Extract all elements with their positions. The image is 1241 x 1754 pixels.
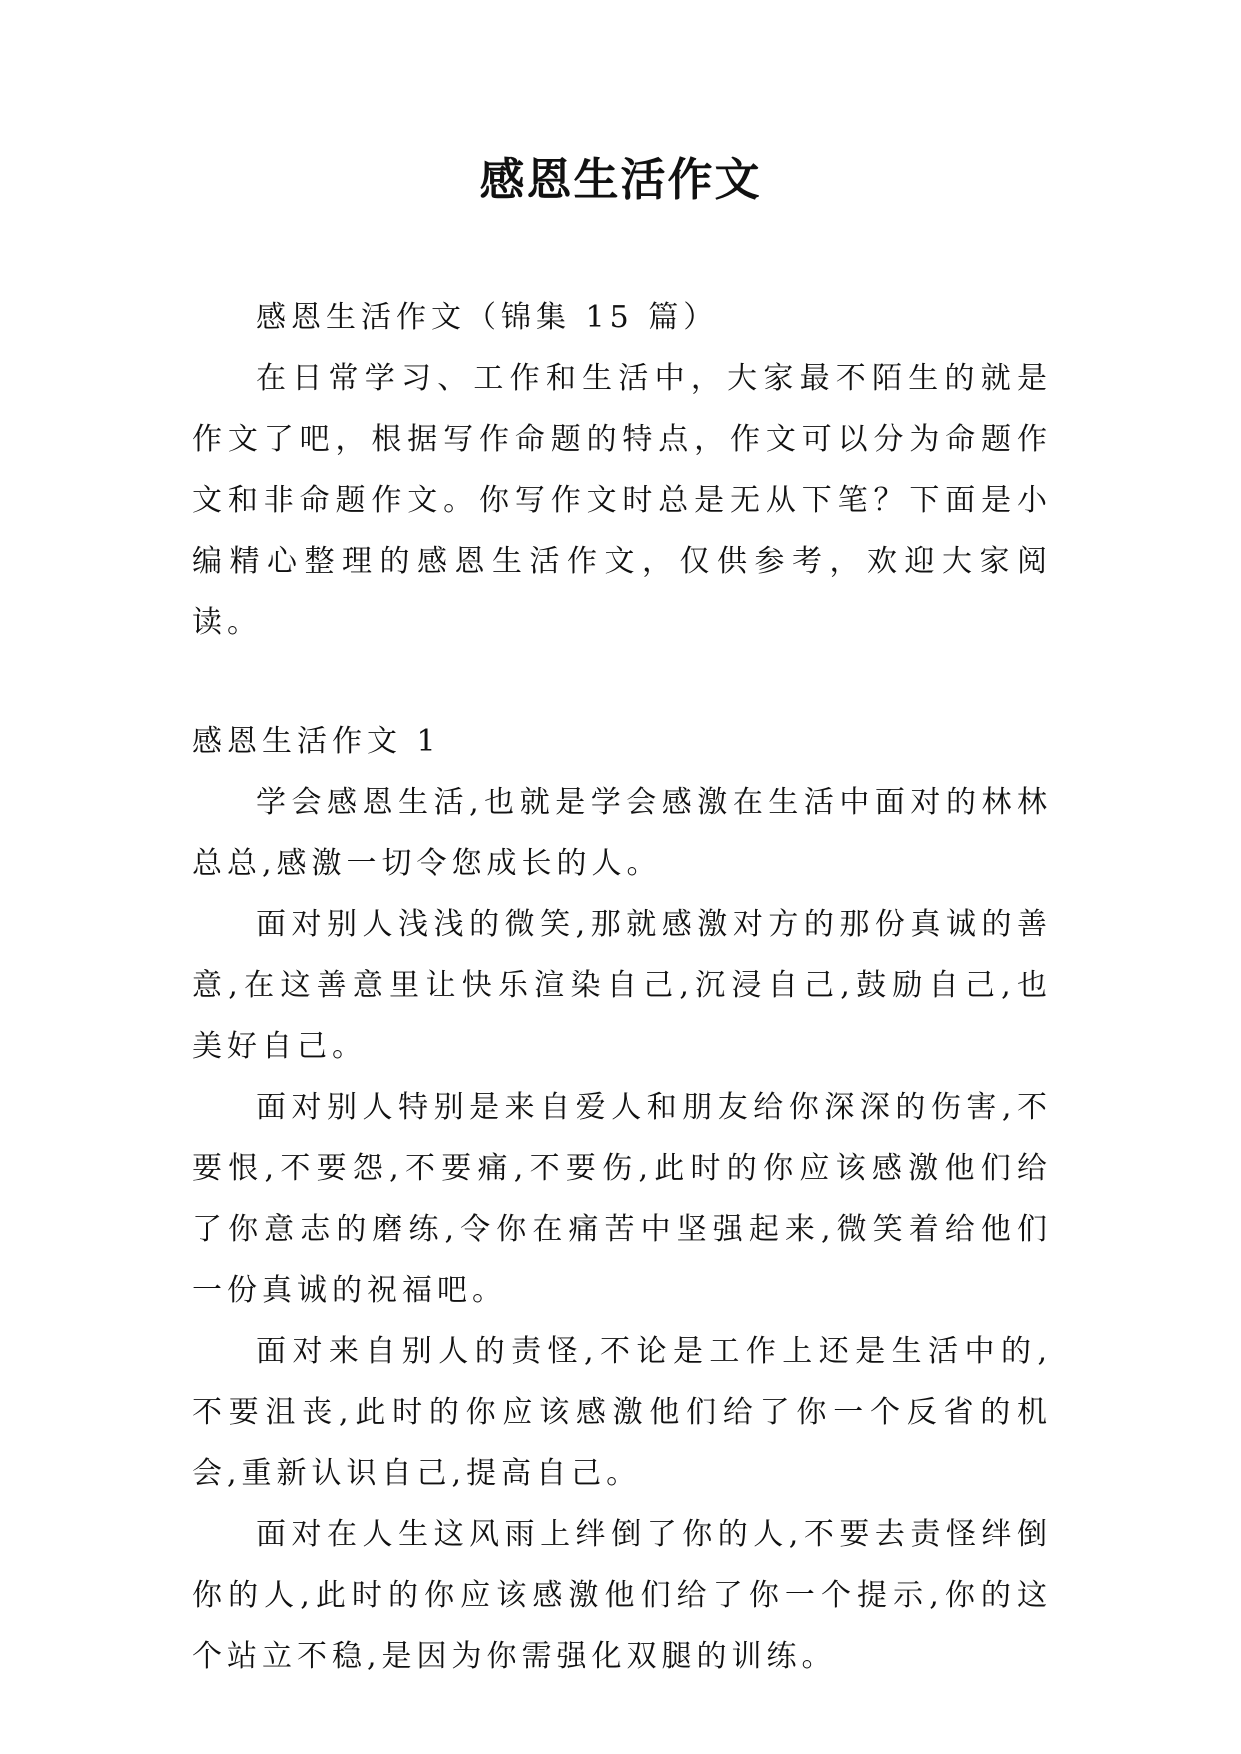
section-heading: 感恩生活作文 1 xyxy=(192,724,441,759)
body-paragraph: 面对来自别人的责怪,不论是工作上还是生活中的,不要沮丧,此时的你应该感激他们给了你一个反省的机会,重新认识自己,提高自己。 xyxy=(192,1334,1052,1491)
intro-paragraph: 在日常学习、工作和生活中，大家最不陌生的就是作文了吧，根据写作命题的特点，作文可以分为命题作文和非命题作文。你写作文时总是无从下笔？下面是小编精心整理的感恩生活作文，仅供参考，欢迎大家阅读。 xyxy=(192,361,1052,640)
document-body xyxy=(192,287,1052,1687)
body-paragraph: 面对别人浅浅的微笑,那就感激对方的那份真诚的善意,在这善意里让快乐渲染自己,沉浸自己,鼓励自己,也美好自己。 xyxy=(192,907,1052,1064)
document-subtitle: 感恩生活作文（锦集 15 篇） xyxy=(256,300,719,335)
body-paragraph: 面对在人生这风雨上绊倒了你的人,不要去责怪绊倒你的人,此时的你应该感激他们给了你一个提示,你的这个站立不稳,是因为你需强化双腿的训练。 xyxy=(192,1517,1052,1674)
body-paragraph: 学会感恩生活,也就是学会感激在生活中面对的林林总总,感激一切令您成长的人。 xyxy=(192,785,1052,881)
document-title: 感恩生活作文 xyxy=(479,153,762,206)
body-paragraph: 面对别人特别是来自爱人和朋友给你深深的伤害,不要恨,不要怨,不要痛,不要伤,此时的你应该感激他们给了你意志的磨练,令你在痛苦中坚强起来,微笑着给他们一份真诚的祝福吧。 xyxy=(192,1090,1052,1308)
